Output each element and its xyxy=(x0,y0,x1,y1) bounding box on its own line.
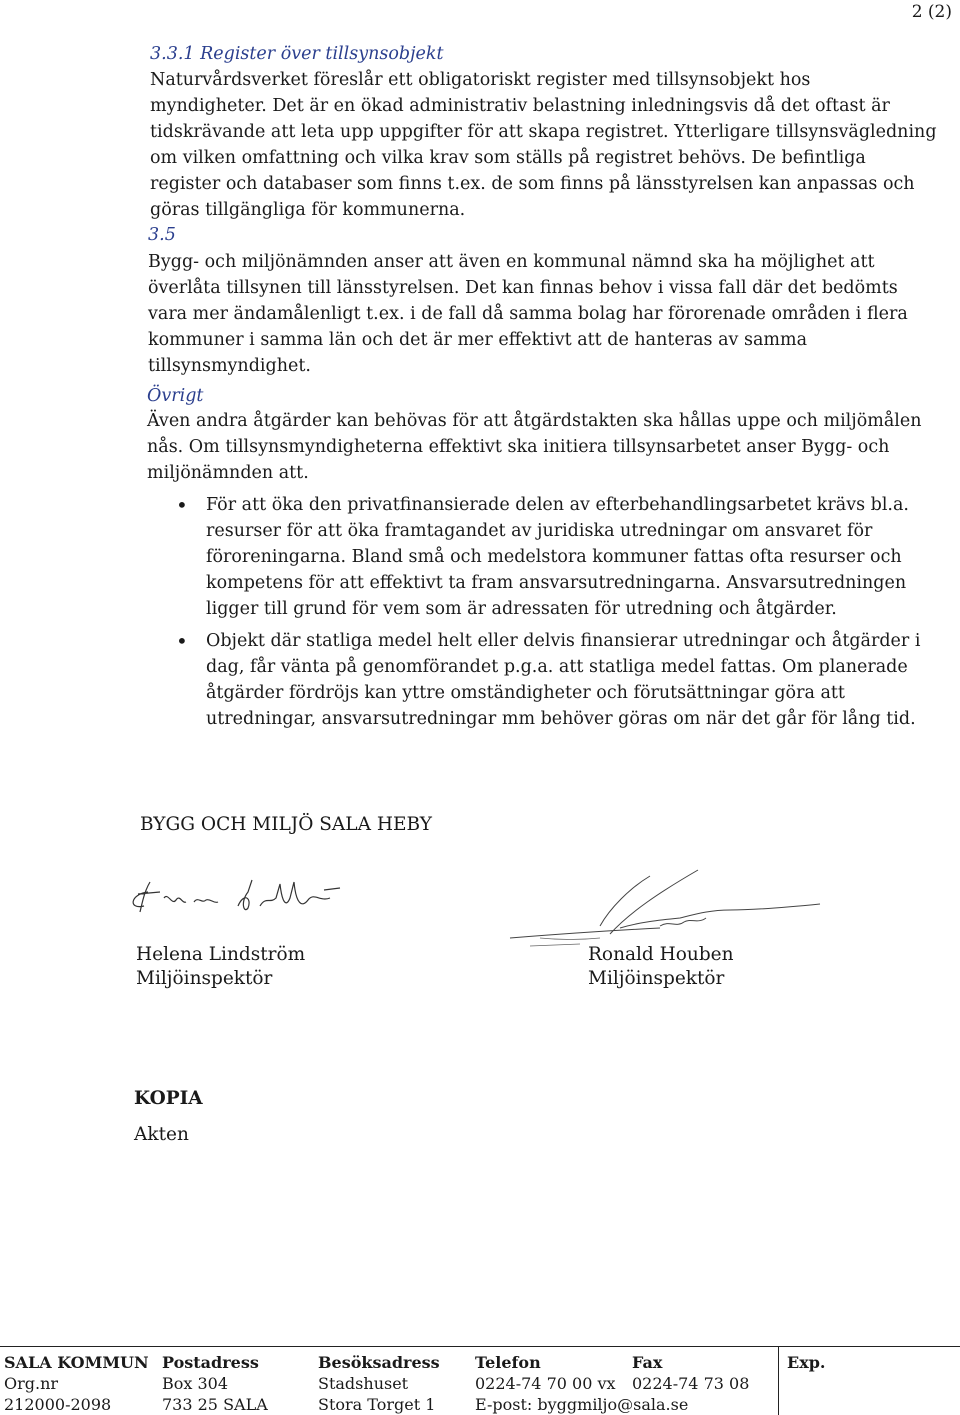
signatory-title: Miljöinspektör xyxy=(588,968,725,989)
text-line: dag, får vänta på genomförandet p.g.a. att statliga medel fattas. Om planerade xyxy=(206,657,908,677)
footer-fax-label: Fax xyxy=(632,1353,663,1372)
text-line: vara mer ändamålenligt t.ex. i de fall då samma bolag har förorenade områden i flera xyxy=(148,304,908,324)
bullet-item xyxy=(206,628,920,732)
text-line: myndigheter. Det är en ökad administrativ belastning inledningsvis då det oftast är xyxy=(150,96,890,116)
text-line: utredningar, ansvarsutredningar mm behöver göras om när det går för lång tid. xyxy=(206,709,916,729)
footer-postal-label: Postadress xyxy=(162,1353,259,1372)
footer-visit-label: Besöksadress xyxy=(318,1353,440,1372)
text-line: kommuner i samma län och det är mer effektivt att de hanteras av samma xyxy=(148,330,808,350)
footer-phone-label: Telefon xyxy=(475,1353,541,1372)
text-line: överlåta tillsynen till länsstyrelsen. Det kan finnas behov i vissa fall där det bedömts xyxy=(148,278,898,298)
bullet-item xyxy=(206,492,909,622)
section-body-35 xyxy=(148,249,908,379)
section-body-ovrigt xyxy=(147,408,922,486)
footer-org: SALA KOMMUN xyxy=(4,1353,149,1372)
footer-divider xyxy=(0,1346,960,1347)
page-number: 2 (2) xyxy=(911,2,952,22)
text-line: nås. Om tillsynsmyndigheterna effektivt ska initiera tillsynsarbetet anser Bygg- och xyxy=(147,437,890,457)
text-line: Naturvårdsverket föreslår ett obligatoriskt register med tillsynsobjekt hos xyxy=(150,70,811,90)
text-line: ligger till grund för vem som är adressaten för utredning och åtgärder. xyxy=(206,599,837,619)
footer-divider-vertical xyxy=(778,1346,779,1415)
section-body-register xyxy=(150,67,937,223)
section-heading-text: 3.3.1 Register över tillsynsobjekt xyxy=(150,44,444,64)
footer-postal-city: 733 25 SALA xyxy=(162,1395,268,1414)
text-line: tillsynsmyndighet. xyxy=(148,356,311,376)
signatory-left xyxy=(136,943,305,991)
copy-label: KOPIA xyxy=(134,1088,203,1109)
text-line: föroreningarna. Bland små och medelstora kommuner fattas ofta resurser och xyxy=(206,547,902,567)
footer-visit-building: Stadshuset xyxy=(318,1374,409,1393)
text-line: resurser för att öka framtagandet av juridiska utredningar om ansvaret för xyxy=(206,521,873,541)
text-line: tidskrävande att leta upp uppgifter för att skapa registret. Ytterligare tillsynsvägledning xyxy=(150,122,937,142)
text-line: åtgärder fördröjs kan yttre omständigheter och förutsättningar göra att xyxy=(206,683,845,703)
copy-recipient: Akten xyxy=(134,1124,189,1145)
footer-orgnr: 212000-2098 xyxy=(4,1395,112,1414)
footer-fax: 0224-74 73 08 xyxy=(632,1374,750,1393)
footer-postal-box: Box 304 xyxy=(162,1374,229,1393)
text-line: För att öka den privatfinansierade delen av efterbehandlingsarbetet krävs bl.a. xyxy=(206,495,909,515)
signatory-name: Ronald Houben xyxy=(588,944,734,965)
text-line: Objekt där statliga medel helt eller delvis finansierar utredningar och åtgärder i xyxy=(206,631,921,651)
organisation-name: BYGG OCH MILJÖ SALA HEBY xyxy=(140,814,432,835)
footer-email: E-post: byggmiljo@sala.se xyxy=(475,1395,689,1414)
section-heading-ovrigt: Övrigt xyxy=(147,386,204,406)
text-line: register och databaser som finns t.ex. de som finns på länsstyrelsen kan anpassas och xyxy=(150,174,915,194)
footer-orgnr-label: Org.nr xyxy=(4,1374,59,1393)
signatory-name: Helena Lindström xyxy=(136,944,306,965)
text-line: kompetens för att effektivt ta fram ansvarsutredningarna. Ansvarsutredningen xyxy=(206,573,907,593)
text-line: om vilken omfattning och vilka krav som ställs på registret behövs. De befintliga xyxy=(150,148,866,168)
signatory-right xyxy=(588,943,734,991)
footer-visit-street: Stora Torget 1 xyxy=(318,1395,436,1414)
bullet-dot: • xyxy=(176,629,188,653)
section-heading-35: 3.5 xyxy=(148,225,176,245)
bullet-dot: • xyxy=(176,493,188,517)
text-line: miljönämnden att. xyxy=(147,463,309,483)
section-heading-register xyxy=(150,41,444,67)
signature-helena xyxy=(120,862,350,922)
footer-exp-label: Exp. xyxy=(787,1353,826,1372)
text-line: Även andra åtgärder kan behövas för att åtgärdstakten ska hållas uppe och miljömålen xyxy=(147,411,922,431)
text-line: göras tillgängliga för kommunerna. xyxy=(150,200,466,220)
footer-phone: 0224-74 70 00 vx xyxy=(475,1374,616,1393)
signatory-title: Miljöinspektör xyxy=(136,968,273,989)
text-line: Bygg- och miljönämnden anser att även en kommunal nämnd ska ha möjlighet att xyxy=(148,252,875,272)
